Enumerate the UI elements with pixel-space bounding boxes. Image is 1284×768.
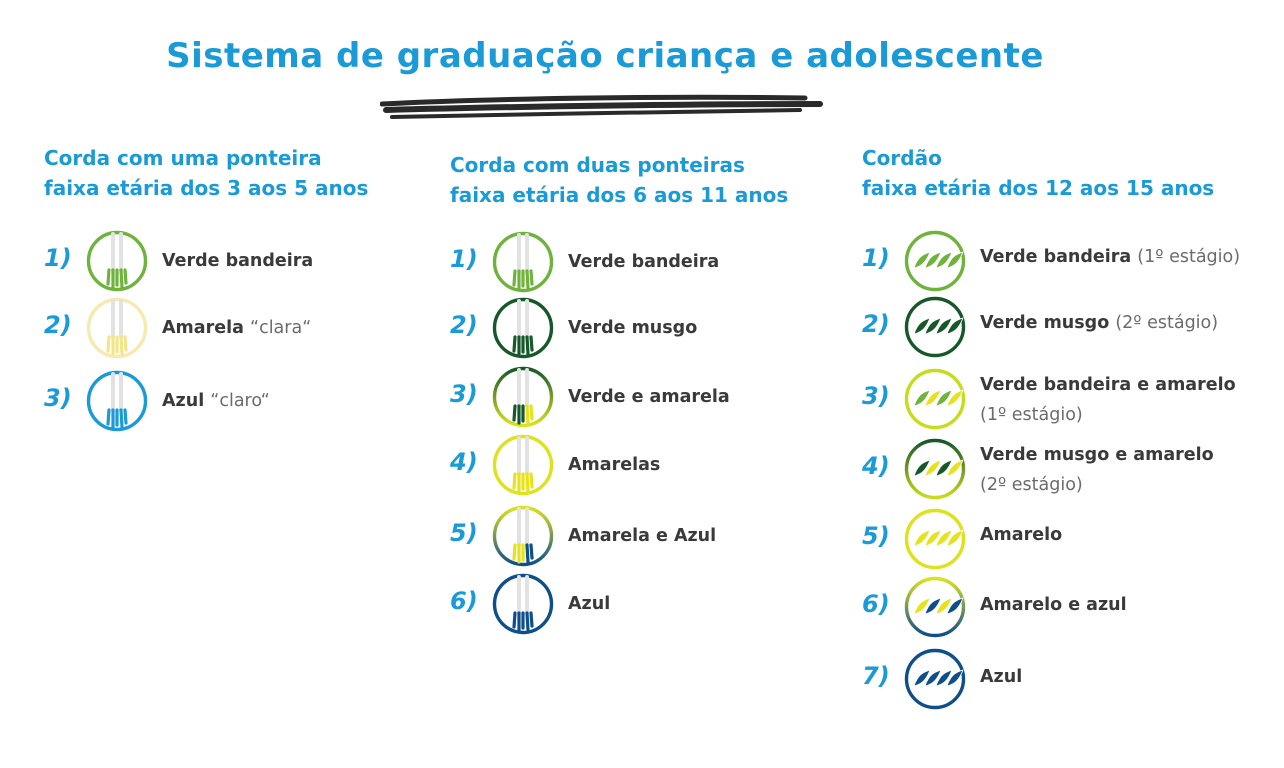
grade-label: Azul (980, 667, 1023, 687)
grade-number: 4) (450, 448, 478, 476)
corda-icon (492, 505, 554, 567)
grade-number: 6) (450, 587, 478, 615)
grade-item (862, 438, 1242, 500)
grade-number: 1) (450, 245, 478, 273)
grade-label: Amarela “clara“ (162, 318, 312, 338)
cordao-icon (904, 230, 966, 292)
cord-tassel-strand (527, 271, 528, 288)
grade-label: Verde musgo (568, 318, 698, 338)
grade-item (450, 231, 830, 293)
cord-tassel-strand (531, 271, 532, 284)
page-title: Sistema de graduação criança e adolescente (166, 36, 1044, 76)
grade-item (862, 368, 1242, 430)
grade-label-stage: (2º estágio) (980, 475, 1083, 495)
grade-label-note: “clara“ (250, 318, 312, 338)
grade-number: 3) (44, 384, 72, 412)
grade-number: 6) (862, 590, 890, 618)
cord-tassel-strand (108, 337, 109, 351)
grade-label: Verde bandeira (162, 251, 314, 271)
column-heading (862, 143, 1214, 203)
cord-tassel-strand (514, 406, 515, 420)
grade-number: 2) (862, 310, 890, 338)
grade-label: Amarelo (980, 525, 1063, 545)
cord-tassel-strand (121, 410, 122, 427)
column-heading (450, 150, 788, 210)
grade-item (450, 297, 830, 359)
grade-item (862, 296, 1242, 358)
corda-icon (86, 370, 148, 432)
corda-icon (492, 434, 554, 496)
grade-label: Azul (568, 594, 611, 614)
cordao-icon (904, 296, 966, 358)
cordao-icon (904, 368, 966, 430)
cord-tassel-strand (527, 474, 528, 491)
cord-tassel-strand (531, 474, 532, 487)
grade-number: 3) (450, 380, 478, 408)
grade-label: Verde bandeira (568, 252, 720, 272)
corda-icon (492, 297, 554, 359)
cord-tassel-strand (125, 270, 126, 283)
cord-tassel-strand (514, 545, 515, 559)
column-heading-title: Corda com duas ponteiras (450, 153, 745, 177)
cordao-icon (904, 648, 966, 710)
corda-icon (492, 366, 554, 428)
grade-label: Verde e amarela (568, 387, 730, 407)
grade-number: 5) (450, 519, 478, 547)
cordao-icon (904, 576, 966, 638)
cordao-icon (904, 438, 966, 500)
grade-number: 3) (862, 382, 890, 410)
grade-item (44, 370, 424, 432)
cord-tassel-strand (514, 271, 515, 285)
grade-label-stage: (1º estágio) (980, 405, 1083, 425)
grade-label: Verde bandeira (1º estágio) (980, 247, 1241, 267)
grade-label: Verde musgo e amarelo (2º estágio) (980, 445, 1214, 495)
cord-tassel-strand (121, 337, 122, 354)
grade-number: 2) (44, 311, 72, 339)
title-underline (380, 92, 830, 124)
grade-number: 1) (44, 244, 72, 272)
cord-tassel-strand (527, 545, 528, 562)
grade-number: 7) (862, 662, 890, 690)
cordao-icon (904, 508, 966, 570)
grade-item (862, 648, 1242, 710)
corda-icon (86, 297, 148, 359)
grade-label-note: (2º estágio) (1115, 313, 1219, 333)
column-heading (44, 143, 368, 203)
cord-tassel-strand (531, 545, 532, 558)
column-heading-age: faixa etária dos 6 aos 11 anos (450, 183, 789, 207)
grade-label: Azul “claro“ (162, 391, 270, 411)
cord-tassel-strand (514, 474, 515, 488)
grade-item (862, 576, 1242, 638)
cord-tassel-strand (514, 613, 515, 627)
column-heading-title: Cordão (862, 146, 942, 170)
cord-tassel-strand (527, 406, 528, 423)
column-heading-title: Corda com uma ponteira (44, 146, 322, 170)
grade-label: Amarelas (568, 455, 661, 475)
corda-icon (86, 230, 148, 292)
cord-tassel-strand (108, 270, 109, 284)
grade-item (44, 297, 424, 359)
grade-label-note: (1º estágio) (1137, 247, 1241, 267)
grade-label: Amarelo e azul (980, 595, 1127, 615)
grade-item (450, 505, 830, 567)
grade-number: 2) (450, 311, 478, 339)
grade-number: 1) (862, 244, 890, 272)
grade-label: Verde musgo (2º estágio) (980, 313, 1219, 333)
cord-tassel-strand (531, 406, 532, 419)
grade-number: 4) (862, 452, 890, 480)
cord-tassel-strand (121, 270, 122, 287)
cord-tassel-strand (125, 410, 126, 423)
grade-item (44, 230, 424, 292)
column-heading-age: faixa etária dos 12 aos 15 anos (862, 176, 1215, 200)
cord-tassel-strand (527, 613, 528, 630)
cord-tassel-strand (125, 337, 126, 350)
cord-tassel-strand (531, 337, 532, 350)
column-heading-age: faixa etária dos 3 aos 5 anos (44, 176, 369, 200)
grade-item (450, 434, 830, 496)
grade-item (450, 573, 830, 635)
corda-icon (492, 231, 554, 293)
corda-icon (492, 573, 554, 635)
grade-item (862, 508, 1242, 570)
cord-tassel-strand (514, 337, 515, 351)
grade-label: Verde bandeira e amarelo (1º estágio) (980, 375, 1236, 425)
grade-item (862, 230, 1242, 292)
grade-item (450, 366, 830, 428)
cord-tassel-strand (527, 337, 528, 354)
grade-number: 5) (862, 522, 890, 550)
grade-label-note: “claro“ (210, 391, 270, 411)
grade-label: Amarela e Azul (568, 526, 717, 546)
cord-tassel-strand (108, 410, 109, 424)
cord-tassel-strand (531, 613, 532, 626)
